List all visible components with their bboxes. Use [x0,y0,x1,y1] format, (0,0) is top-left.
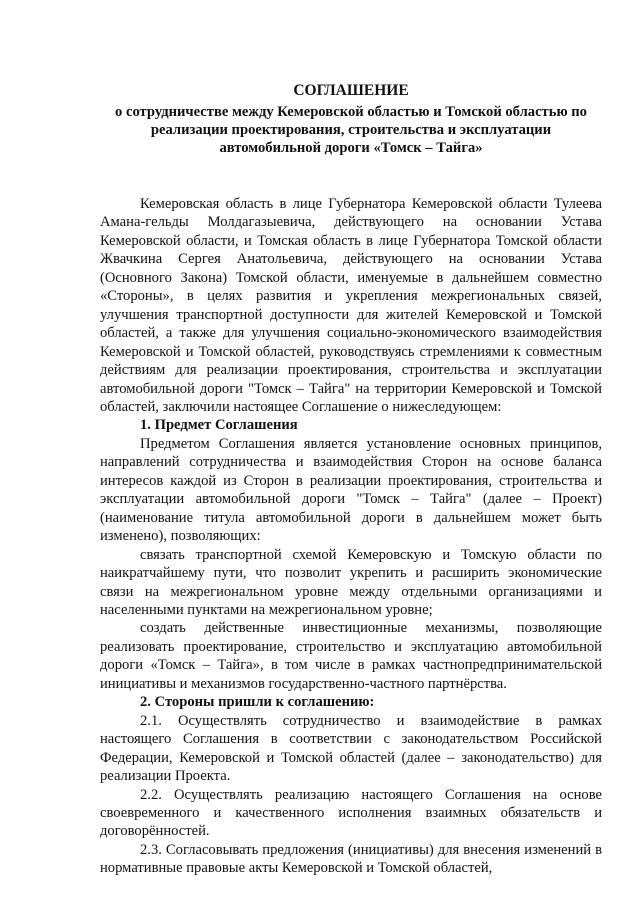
section-1-item-1: связать транспортной схемой Кемеровскую и Томскую области по наикратчайшему пути, что позволит укрепить и расширить экономические связи на межрегиональном уровне между отдельными организациями и населенными пунктами на межрегиональном уровне; [100,546,602,618]
section-2-paragraph-2: 2.2. Осуществлять реализацию настоящего Соглашения на основе своевременного и качественного исполнения взаимных обязательств и договорённостей. [100,786,602,840]
section-1-heading: 1. Предмет Соглашения [140,417,298,434]
intro-paragraph: Кемеровская область в лице Губернатора Кемеровской области Тулеева Амана-гельды Молдагазыевича, действующего на основании Устава Кемеровской области, и Томская область в лице Губернатора Томской области Жвачкина Сергея Анатольевича, действующего на основании Устава (Основного Закона) Томской области, именуемые в дальнейшем совместно «Стороны», в целях развития и укрепления межрегиональных связей, улучшения транспортной доступности для жителей Кемеровской и Томской областей, а также для улучшения социально-экономического взаимодействия Кемеровской и Томской областей, руководствуясь стремлениями к совместным действиям для реализации проектирования, строительства и эксплуатации автомобильной дороги "Томск – Тайга" на территории Кемеровской и Томской областей, заключили настоящее Соглашение о нижеследующем: [100,196,602,415]
section-1-item-2: создать действенные инвестиционные механизмы, позволяющие реализовать проектирование, строительство и эксплуатацию автомобильной дороги «Томск – Тайга», в том числе в рамках частнопредпринимательской инициативы и механизмов государственно-частного партнёрства. [100,620,602,692]
section-2-paragraph-3: 2.3. Согласовывать предложения (инициативы) для внесения изменений в нормативные правовые акты Кемеровской и Томской областей, [100,841,602,877]
section-2-heading: 2. Стороны пришли к соглашению: [140,694,375,711]
section-1-paragraph: Предметом Соглашения является установление основных принципов, направлений сотрудничества и взаимодействия Сторон на основе баланса интересов каждой из Сторон в реализации проектирования, строительства и эксплуатации автомобильной дороги "Томск – Тайга" (далее – Проект) (наименование титула автомобильной дороги в дальнейшем может быть изменено), позволяющих: [100,435,602,545]
section-2-paragraph-1: 2.1. Осуществлять сотрудничество и взаимодействие в рамках настоящего Соглашения в соответствии с законодательством Российской Федерации, Кемеровской и Томской областей (далее – законодательство) для реализации Проекта. [100,712,602,785]
document-subtitle: о сотрудничестве между Кемеровской областью и Томской областью по реализации проектирования, строительства и эксплуатации автомобильной дороги «Томск – Тайга» [115,104,587,156]
document-title: СОГЛАШЕНИЕ [293,82,409,99]
